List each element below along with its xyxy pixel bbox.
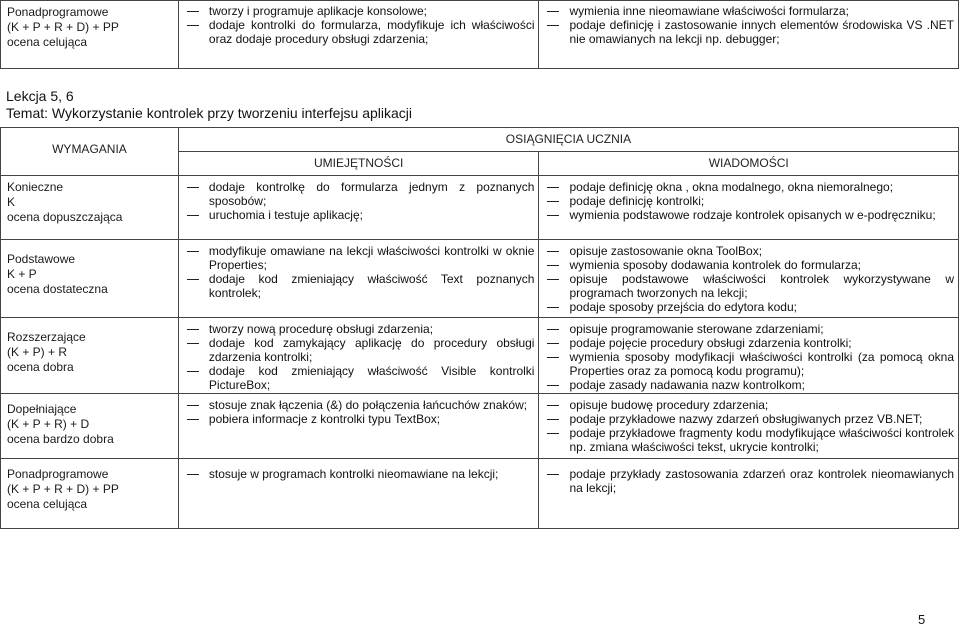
level-name: Rozszerzające — [7, 330, 86, 344]
header-skills: UMIEJĘTNOŚCI — [178, 152, 539, 176]
header-achievements: OSIĄGNIĘCIA UCZNIA — [178, 128, 958, 152]
list-item: podaje zasady nadawania nazw kontrolkom; — [539, 378, 958, 392]
level-code: (K + P + R) + D — [7, 417, 90, 431]
list-item: podaje przykłady zastosowania zdarzeń oraz kontrolek nieomawianych na lekcji; — [539, 467, 958, 495]
table-row — [1, 240, 959, 318]
level-name: Dopełniające — [7, 402, 77, 416]
header-requirements: WYMAGANIA — [1, 128, 179, 176]
level-name: Konieczne — [7, 180, 64, 194]
lesson-heading — [6, 88, 412, 122]
list-item: modyfikuje omawiane na lekcji właściwości kontrolki w oknie Properties; — [179, 244, 539, 272]
level-cell — [1, 240, 179, 318]
list-item: opisuje podstawowe właściwości kontrolek wykorzystywane w programach tworzonych na lekcji; — [539, 272, 958, 300]
list-item: tworzy i programuje aplikacje konsolowe; — [179, 4, 539, 18]
skills-cell — [178, 176, 539, 240]
knowledge-cell — [539, 176, 959, 240]
knowledge-cell — [539, 459, 959, 529]
table-row — [1, 176, 959, 240]
level-name: Podstawowe — [7, 252, 76, 266]
skills-cell — [178, 394, 539, 459]
list-item: podaje sposoby przejścia do edytora kodu; — [539, 300, 958, 314]
requirements-table — [0, 127, 959, 529]
level-grade: ocena dostateczna — [7, 282, 108, 296]
list-item: tworzy nową procedurę obsługi zdarzenia; — [179, 322, 539, 336]
list-item: stosuje w programach kontrolki nieomawiane na lekcji; — [179, 467, 539, 481]
level-name: Ponadprogramowe — [7, 5, 109, 19]
level-grade: ocena celująca — [7, 35, 88, 49]
list-item: opisuje zastosowanie okna ToolBox; — [539, 244, 958, 258]
level-code: (K + P) + R — [7, 345, 68, 359]
knowledge-cell — [539, 1, 959, 69]
level-cell — [1, 394, 179, 459]
list-item: podaje definicję i zastosowanie innych elementów środowiska VS .NET nie omawianych na lekcji np. debugger; — [539, 18, 958, 46]
list-item: stosuje znak łączenia (&) do połączenia łańcuchów znaków; — [179, 398, 539, 412]
list-item: podaje definicję kontrolki; — [539, 194, 958, 208]
page-number: 5 — [918, 612, 926, 627]
level-grade: ocena bardzo dobra — [7, 432, 114, 446]
list-item: dodaje kod zmieniający właściwość Visible kontrolki PictureBox; — [179, 364, 539, 392]
level-code: K + P — [7, 267, 37, 281]
list-item: wymienia inne nieomawiane właściwości formularza; — [539, 4, 958, 18]
level-code: (K + P + R + D) + PP — [7, 20, 119, 34]
level-code: K — [7, 195, 16, 209]
list-item: podaje pojęcie procedury obsługi zdarzenia kontrolki; — [539, 336, 958, 350]
table-row — [1, 318, 959, 394]
skills-cell — [178, 459, 539, 529]
list-item: opisuje programowanie sterowane zdarzeniami; — [539, 322, 958, 336]
knowledge-cell — [539, 318, 959, 394]
list-item: wymienia sposoby modyfikacji właściwości kontrolki (za pomocą okna Properties oraz za pomocą kodu programu); — [539, 350, 958, 378]
list-item: dodaje kod zamykający aplikację do procedury obsługi zdarzenia kontrolki; — [179, 336, 539, 364]
table-row — [1, 394, 959, 459]
level-code: (K + P + R + D) + PP — [7, 482, 119, 496]
level-cell — [1, 176, 179, 240]
list-item: pobiera informacje z kontrolki typu TextBox; — [179, 412, 539, 426]
list-item: uruchomia i testuje aplikację; — [179, 208, 539, 222]
list-item: dodaje kontrolkę do formularza jednym z poznanych sposobów; — [179, 180, 539, 208]
top-table — [0, 0, 959, 69]
level-cell — [1, 1, 179, 69]
list-item: dodaje kontrolki do formularza, modyfikuje ich właściwości oraz dodaje procedury obsługi zdarzenia; — [179, 18, 539, 46]
list-item: wymienia sposoby dodawania kontrolek do formularza; — [539, 258, 958, 272]
level-name: Ponadprogramowe — [7, 467, 109, 481]
knowledge-cell — [539, 240, 959, 318]
list-item: wymienia podstawowe rodzaje kontrolek opisanych w e-podręczniku; — [539, 208, 958, 222]
knowledge-cell — [539, 394, 959, 459]
list-item: opisuje budowę procedury zdarzenia; — [539, 398, 958, 412]
level-grade: ocena dobra — [7, 360, 74, 374]
list-item: podaje przykładowe fragmenty kodu modyfikujące właściwości kontrolek np. zmiana właściwości tekst, ukrycie kontrolki; — [539, 426, 958, 454]
lesson-topic: Temat: Wykorzystanie kontrolek przy tworzeniu interfejsu aplikacji — [6, 105, 413, 121]
level-cell — [1, 459, 179, 529]
level-grade: ocena dopuszczająca — [7, 210, 123, 224]
list-item: podaje definicję okna , okna modalnego, okna niemoralnego; — [539, 180, 958, 194]
level-grade: ocena celująca — [7, 497, 88, 511]
list-item: dodaje kod zmieniający właściwość Text poznanych kontrolek; — [179, 272, 539, 300]
lesson-number: Lekcja 5, 6 — [6, 88, 74, 104]
skills-cell — [178, 1, 539, 69]
table-row — [1, 459, 959, 529]
skills-cell — [178, 318, 539, 394]
list-item: podaje przykładowe nazwy zdarzeń obsługiwanych przez VB.NET; — [539, 412, 958, 426]
level-cell — [1, 318, 179, 394]
header-knowledge: WIADOMOŚCI — [539, 152, 959, 176]
skills-cell — [178, 240, 539, 318]
